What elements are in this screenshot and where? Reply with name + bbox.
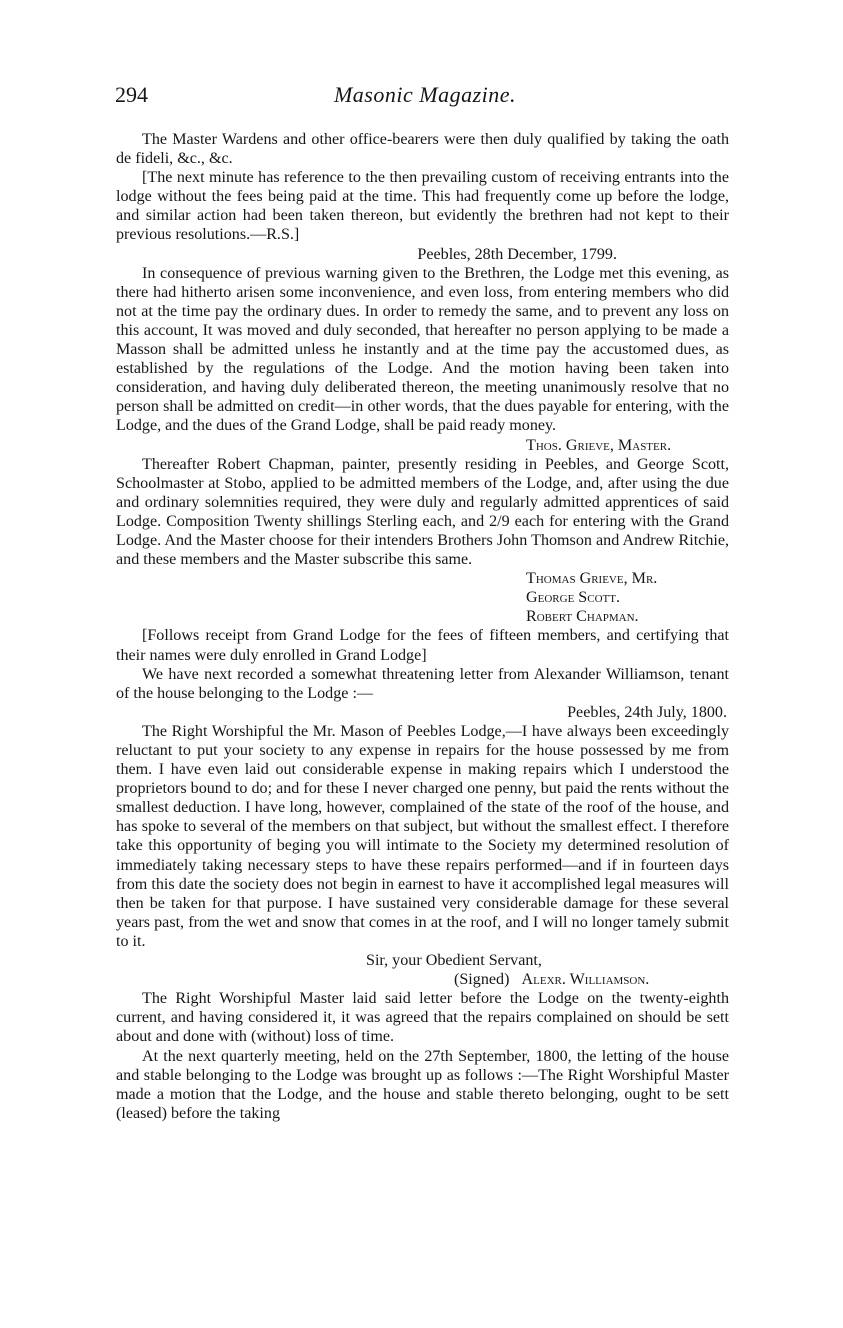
paragraph-letter-intro: We have next recorded a somewhat threatening letter from Alexander Williamson, tenant of the house belonging to the Lodge :— xyxy=(116,665,729,702)
running-header xyxy=(115,82,735,112)
running-title: Masonic Magazine. xyxy=(333,82,517,107)
dateline-1799: Peebles, 28th December, 1799. xyxy=(417,245,617,263)
paragraph-grand-lodge-receipt: [Follows receipt from Grand Lodge for the fees of fifteen members, and certifying that their names were duly enrolled in Grand Lodge] xyxy=(116,627,729,664)
letter-signed xyxy=(116,970,729,989)
letter-closing: Sir, your Obedient Servant, xyxy=(366,952,542,970)
paragraph-repairs-agreed: The Right Worshipful Master laid said letter before the Lodge on the twenty-eighth current, and having considered it, it was agreed that the repairs complained on should be sett about and done with (without) loss of time. xyxy=(116,990,729,1046)
signature-thomas-grieve: Thomas Grieve, Mr. xyxy=(526,570,658,588)
paragraph-office-bearers: The Master Wardens and other office-bearers were then duly qualified by taking the oath de fideli, &c., &c. xyxy=(116,131,729,168)
paragraph-quarterly-meeting: At the next quarterly meeting, held on the 27th September, 1800, the letting of the house and stable belonging to the Lodge was brought up as follows :—The Right Worshipful Master made a motion that the Lodge, and the house and stable thereto belonging, ought to be sett (leased) before the taking xyxy=(116,1047,729,1122)
paragraph-letter: The Right Worshipful the Mr. Mason of Peebles Lodge,—I have always been exceedingly reluctant to put your society to any expense in repairs for the house possessed by me from them. I have even laid out considerable expense in making repairs which I understood the proprietors bound to do; and for these I never charged one penny, but paid the rents without the smallest deduction. I have long, however, complained of the state of the roof of the house, and has spoke to several of the members on that subject, but without the smallest effect. I therefore take this opportunity of beging you will intimate to the Society my determined resolution of immediately taking necessary steps to have these repairs performed—and if in fourteen days from this date the society does not begin in earnest to have it accomplished legal measures will then be taken for that purpose. I have sustained very considerable damage for these several years past, from the wet and snow that comes in at the roof, and I will no longer tamely submit to it. xyxy=(116,722,729,950)
paragraph-editor-note: [The next minute has reference to the then prevailing custom of receiving entrants into the lodge without the fees being paid at the time. This had frequently come up before the lodge, and similar action had been taken thereon, but evidently the brethren had not kept to their previous resolutions.—R.S.] xyxy=(116,169,729,244)
signed-mark: (Signed) xyxy=(454,971,510,989)
article-body xyxy=(116,130,729,1123)
signature-robert-chapman: Robert Chapman. xyxy=(526,608,639,626)
paragraph-admission: Thereafter Robert Chapman, painter, presently residing in Peebles, and George Scott, Schoolmaster at Stobo, applied to be admitted members of the Lodge, and, after using the due and ordinary solemnities required, they were duly and regularly admitted apprentices of said Lodge. Composition Twenty shillings Sterling each, and 2/9 each for entering with the Grand Lodge. And the Master choose for their intenders Brothers John Thomson and Andrew Ritchie, and these members and the Master subscribe this same. xyxy=(116,455,729,569)
page-number: 294 xyxy=(115,82,148,107)
signed-name: Alexr. Williamson. xyxy=(521,971,650,989)
paragraph-entry-dues: In consequence of previous warning given to the Brethren, the Lodge met this evening, as there had hitherto arisen some inconvenience, and even loss, from entering members who did not at the time pay the ordinary dues. In order to remedy the same, and to prevent any loss on this account, It was moved and duly seconded, that hereafter no person applying to be made a Masson shall be admitted unless he instantly and at the time pay the accustomed dues, as established by the regulations of the Lodge. And the motion having been taken into consideration, and having duly deliberated thereon, the meeting unanimously resolve that no person shall be admitted on credit—in other words, that the dues payable for entering, with the Lodge, and the dues of the Grand Lodge, shall be paid ready money. xyxy=(116,264,729,435)
dateline-1800: Peebles, 24th July, 1800. xyxy=(567,703,727,721)
signature-thos-grieve: Thos. Grieve, Master. xyxy=(526,436,672,454)
signature-george-scott: George Scott. xyxy=(526,589,621,607)
